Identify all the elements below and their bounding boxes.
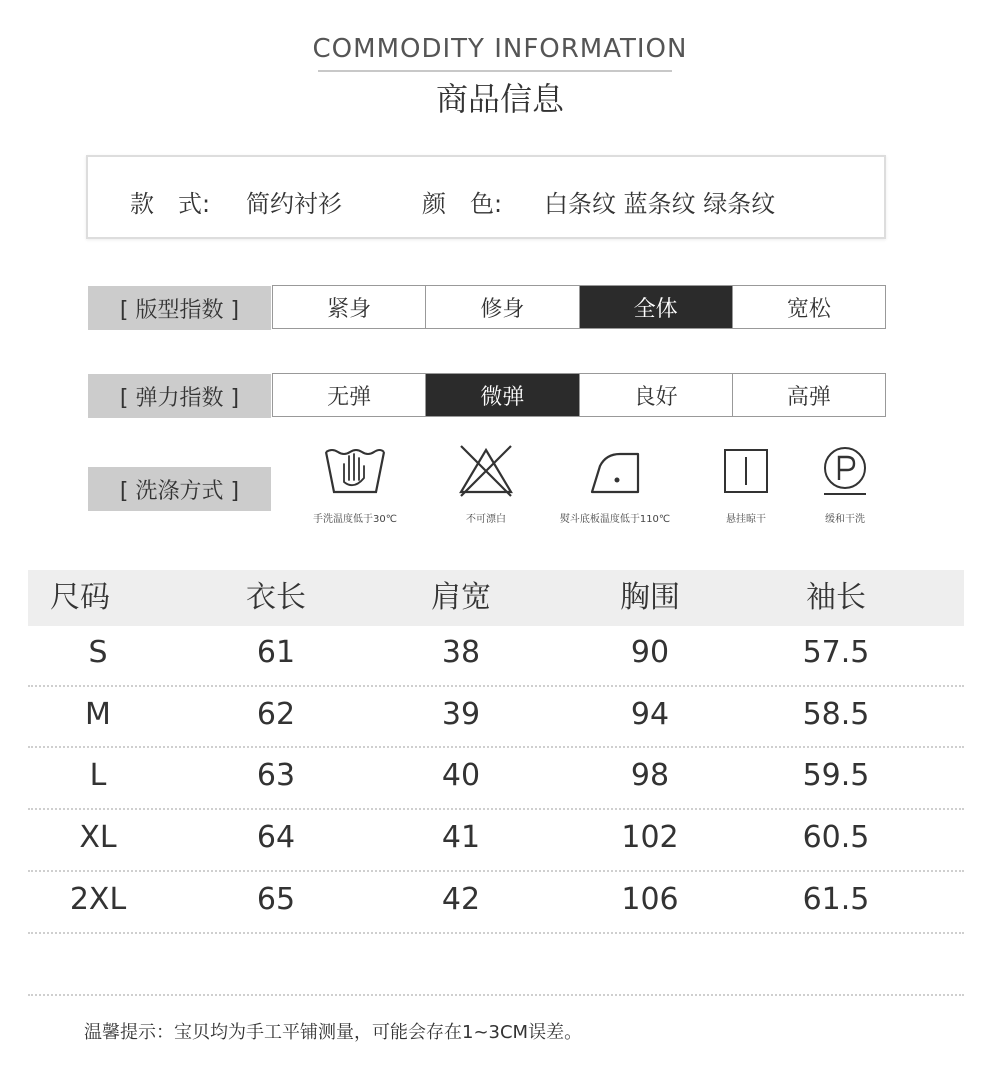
table-cell: XL: [79, 820, 117, 855]
row-divider: [28, 746, 964, 748]
color-label: 颜 色:: [422, 190, 503, 218]
table-cell: 57.5: [802, 635, 870, 670]
fit-option: 宽松: [732, 286, 885, 328]
fit-option: 紧身: [327, 296, 372, 322]
footer-divider: [28, 994, 964, 996]
iron-icon: [580, 442, 650, 502]
table-cell: 63: [256, 758, 296, 793]
wash-item-iron: [540, 442, 690, 525]
english-title: COMMODITY INFORMATION: [312, 34, 688, 64]
table-cell: 90: [630, 635, 670, 670]
elastic-index-options: [272, 373, 886, 417]
washing-label: [ 洗涤方式 ]: [88, 467, 271, 511]
chinese-title: 商品信息: [435, 80, 564, 118]
wash-caption: 缓和干洗: [825, 514, 865, 525]
style-value: 简约衬衫: [246, 190, 342, 218]
header-chest: 胸围: [620, 580, 680, 615]
wash-item-dry-clean: [770, 442, 920, 525]
no-bleach-icon: [451, 442, 521, 502]
elastic-option: 无弹: [327, 384, 372, 410]
table-cell: 98: [630, 758, 670, 793]
elastic-option: 微弹: [425, 374, 578, 416]
table-cell: 60.5: [802, 820, 870, 855]
table-cell: 102: [621, 820, 679, 855]
row-divider: [28, 870, 964, 872]
elastic-option: 高弹: [732, 374, 885, 416]
table-cell: S: [88, 635, 108, 670]
table-cell: 40: [441, 758, 481, 793]
table-cell: 59.5: [802, 758, 870, 793]
header-sleeve: 袖长: [806, 580, 866, 615]
fit-index-options: [272, 285, 886, 329]
elastic-index-label: [ 弹力指数 ]: [88, 374, 271, 418]
table-cell: 61.5: [802, 882, 870, 917]
table-cell: 41: [441, 820, 481, 855]
header-length: 衣长: [246, 580, 306, 615]
table-cell: 2XL: [69, 882, 127, 917]
header-shoulder: 肩宽: [431, 580, 491, 615]
hand-wash-icon: [320, 442, 390, 502]
row-divider: [28, 932, 964, 934]
fit-index-label: [ 版型指数 ]: [88, 286, 271, 330]
table-cell: M: [85, 697, 111, 732]
fit-option: 修身: [425, 286, 578, 328]
table-cell: 38: [441, 635, 481, 670]
measurement-note: 温馨提示：宝贝均为手工平铺测量，可能会存在1~3CM误差。: [84, 1022, 583, 1043]
dry-clean-icon: [810, 442, 880, 502]
table-cell: 42: [441, 882, 481, 917]
wash-caption: 熨斗底板温度低于110℃: [559, 514, 671, 525]
table-cell: 106: [621, 882, 679, 917]
table-cell: 94: [630, 697, 670, 732]
table-cell: 64: [256, 820, 296, 855]
table-cell: 61: [256, 635, 296, 670]
table-cell: 39: [441, 697, 481, 732]
elastic-option: 良好: [579, 374, 732, 416]
wash-caption: 悬挂晾干: [726, 514, 766, 525]
title-divider: [318, 70, 672, 72]
wash-item-no-bleach: [411, 442, 561, 525]
color-value: 白条纹 蓝条纹 绿条纹: [544, 190, 776, 218]
style-label: 款 式:: [130, 190, 211, 218]
table-cell: 65: [256, 882, 296, 917]
wash-caption: 手洗温度低于30℃: [313, 514, 397, 525]
wash-item-hand-wash: [280, 442, 430, 525]
table-cell: 58.5: [802, 697, 870, 732]
header-size: 尺码: [50, 580, 110, 615]
table-cell: L: [89, 758, 107, 793]
row-divider: [28, 685, 964, 687]
row-divider: [28, 808, 964, 810]
table-cell: 62: [256, 697, 296, 732]
fit-option: 全体: [579, 286, 732, 328]
wash-caption: 不可漂白: [466, 514, 506, 525]
